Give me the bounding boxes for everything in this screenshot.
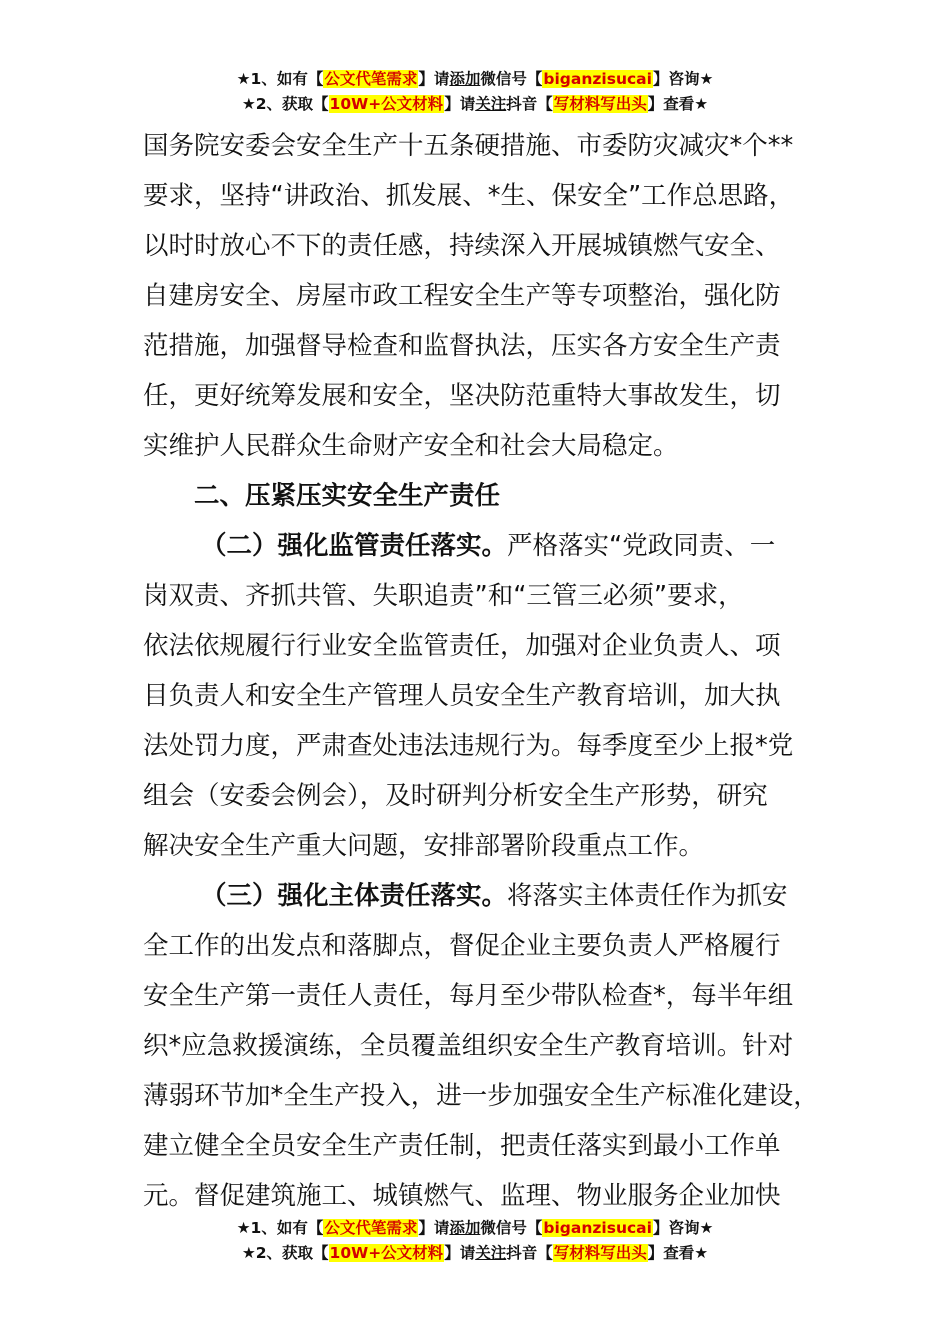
paragraph-line: 实维护人民群众生命财产安全和社会大局稳定。 [143, 431, 679, 461]
paragraph-line: 组会（安委会例会），及时研判分析安全生产形势，研究 [143, 781, 768, 811]
highlight-service: 公文代笔需求 [324, 70, 418, 88]
highlight-douyin: 写材料写出头 [553, 1244, 647, 1262]
highlight-materials: 10W+公文材料 [329, 95, 444, 113]
subsection-first-line: （二）强化监管责任落实。严格落实“党政同责、一 [201, 531, 776, 561]
paragraph-line: 任，更好统筹发展和安全，坚决防范重特大事故发生，切 [143, 381, 781, 411]
paragraph-line: 安全生产第一责任人责任，每月至少带队检查*，每半年组 [143, 981, 794, 1011]
promo-line-1: ★1、如有【公文代笔需求】请添加微信号【biganzisucai】咨询★ [236, 1219, 714, 1237]
highlight-service: 公文代笔需求 [324, 1219, 418, 1237]
paragraph-line: 法处罚力度，严肃查处违法违规行为。每季度至少上报*党 [143, 731, 794, 761]
paragraph-line: 范措施，加强督导检查和监督执法，压实各方安全生产责 [143, 331, 781, 361]
document-body [143, 121, 843, 1221]
paragraph-line: 全工作的出发点和落脚点，督促企业主要负责人严格履行 [143, 931, 781, 961]
promo-banner-top [0, 67, 950, 117]
paragraph-line: 自建房安全、房屋市政工程安全生产等专项整治，强化防 [143, 281, 781, 311]
promo-line-2: ★2、获取【10W+公文材料】请关注抖音【写材料写出头】查看★ [241, 95, 709, 113]
paragraph-line: 织*应急救援演练，全员覆盖组织安全生产教育培训。针对 [143, 1031, 794, 1061]
promo-line-1: ★1、如有【公文代笔需求】请添加微信号【biganzisucai】咨询★ [236, 70, 714, 88]
highlight-douyin: 写材料写出头 [553, 95, 647, 113]
paragraph-line: 元。督促建筑施工、城镇燃气、监理、物业服务企业加快 [143, 1181, 781, 1211]
highlight-wechat-id: biganzisucai [543, 70, 652, 88]
paragraph-line: 岗双责、齐抓共管、失职追责”和“三管三必须”要求， [143, 581, 744, 611]
paragraph-line: 薄弱环节加*全生产投入，进一步加强安全生产标准化建设， [143, 1081, 819, 1111]
paragraph-line: 要求，坚持“讲政治、抓发展、*生、保安全”工作总思路， [143, 181, 795, 211]
highlight-materials: 10W+公文材料 [329, 1244, 444, 1262]
paragraph-line: 依法依规履行行业安全监管责任，加强对企业负责人、项 [143, 631, 781, 661]
paragraph-line: 国务院安委会安全生产十五条硬措施、市委防灾减灾*个** [143, 131, 794, 161]
paragraph-line: 目负责人和安全生产管理人员安全生产教育培训，加大执 [143, 681, 781, 711]
paragraph-line: 建立健全全员安全生产责任制，把责任落实到最小工作单 [143, 1131, 781, 1161]
subsection-title: （三）强化主体责任落实。 [201, 881, 508, 911]
subsection-first-line: （三）强化主体责任落实。将落实主体责任作为抓安 [201, 881, 788, 911]
paragraph-line: 解决安全生产重大问题，安排部署阶段重点工作。 [143, 831, 705, 861]
highlight-wechat-id: biganzisucai [543, 1219, 652, 1237]
paragraph-line: 以时时放心不下的责任感，持续深入开展城镇燃气安全、 [143, 231, 781, 261]
subsection-title: （二）强化监管责任落实。 [201, 531, 508, 561]
promo-banner-bottom [0, 1216, 950, 1266]
promo-line-2: ★2、获取【10W+公文材料】请关注抖音【写材料写出头】查看★ [241, 1244, 709, 1262]
section-heading: 二、压紧压实安全生产责任 [194, 481, 501, 511]
